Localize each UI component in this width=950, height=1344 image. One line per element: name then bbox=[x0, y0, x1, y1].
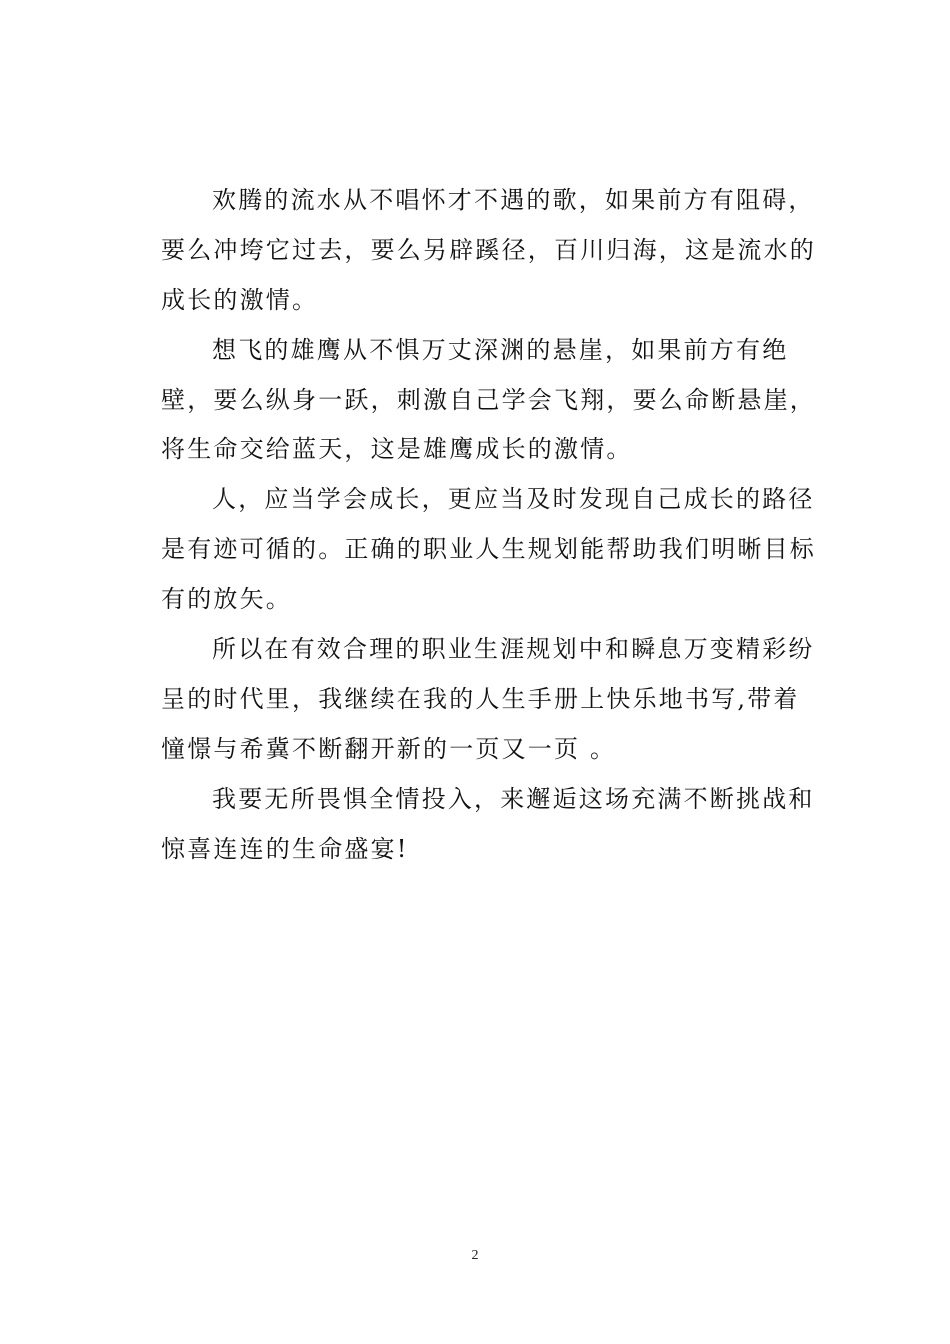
paragraph-2-line-3: 将生命交给蓝天，这是雄鹰成长的激情。 bbox=[161, 435, 633, 463]
paragraph-4-line-1: 所以在有效合理的职业生涯规划中和瞬息万变精彩纷 bbox=[212, 635, 815, 663]
paragraph-3-line-3: 有的放矢。 bbox=[161, 585, 292, 613]
paragraph-3-line-1: 人，应当学会成长，更应当及时发现自己成长的路径 bbox=[212, 485, 815, 513]
paragraph-1-line-1: 欢腾的流水从不唱怀才不遇的歌，如果前方有阻碍， bbox=[212, 186, 815, 214]
paragraph-1-line-2: 要么冲垮它过去，要么另辟蹊径，百川归海，这是流水的 bbox=[161, 236, 816, 264]
paragraph-5-line-2: 惊喜连连的生命盛宴! bbox=[161, 835, 409, 863]
paragraph-4-line-2: 呈的时代里，我继续在我的人生手册上快乐地书写,带着 bbox=[161, 685, 800, 713]
paragraph-4-line-3: 憧憬与希冀不断翻开新的一页又一页 。 bbox=[161, 735, 617, 763]
page-number: 2 bbox=[471, 1248, 479, 1263]
paragraph-3-line-2: 是有迹可循的。正确的职业人生规划能帮助我们明晰目标 bbox=[161, 535, 816, 563]
paragraph-2-line-1: 想飞的雄鹰从不惧万丈深渊的悬崖，如果前方有绝 bbox=[212, 336, 789, 364]
paragraph-1-line-3: 成长的激情。 bbox=[161, 286, 319, 314]
paragraph-2-line-2: 壁，要么纵身一跃，刺激自己学会飞翔，要么命断悬崖， bbox=[161, 386, 816, 414]
paragraph-5-line-1: 我要无所畏惧全情投入，来邂逅这场充满不断挑战和 bbox=[212, 785, 815, 813]
